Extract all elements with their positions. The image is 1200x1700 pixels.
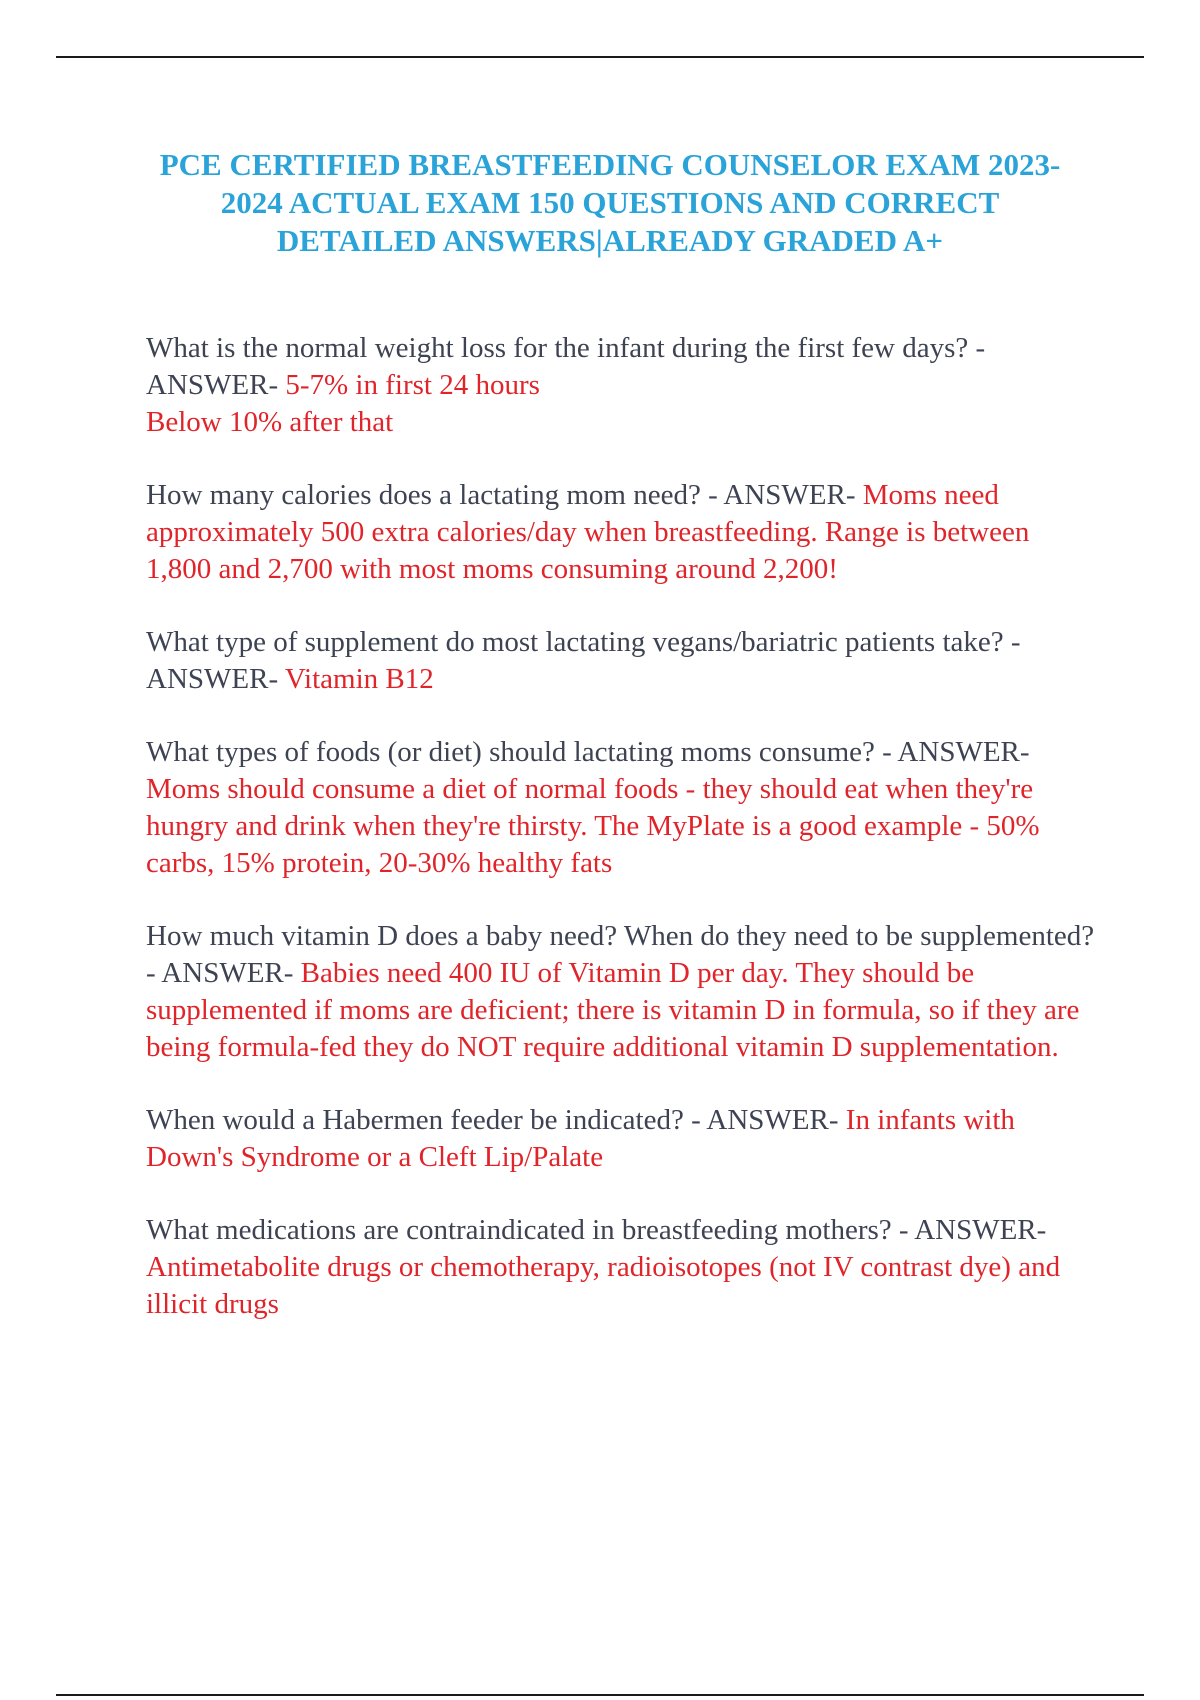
qa-item	[146, 624, 1096, 698]
answer-label: - ANSWER-	[891, 1214, 1047, 1246]
answer-label: - ANSWER-	[146, 626, 1021, 695]
answer-label: - ANSWER-	[874, 736, 1030, 768]
answer-label: - ANSWER-	[146, 957, 301, 989]
qa-item	[146, 477, 1096, 588]
qa-item	[146, 918, 1096, 1066]
answer-text: Antimetabolite drugs or chemotherapy, radioisotopes (not IV contrast dye) and illicit drugs	[146, 1251, 1061, 1320]
answer-label: - ANSWER-	[146, 332, 986, 401]
answer-text: Vitamin B12	[284, 663, 434, 695]
question-text: What types of foods (or diet) should lactating moms consume?	[146, 736, 875, 768]
document-title: PCE CERTIFIED BREASTFEEDING COUNSELOR EXAM 2023-2024 ACTUAL EXAM 150 QUESTIONS AND CORRECT DETAILED ANSWERS|ALREADY GRADED A+	[159, 147, 1061, 258]
qa-item	[146, 734, 1096, 882]
question-text: How many calories does a lactating mom need?	[146, 479, 701, 511]
question-text: When would a Habermen feeder be indicated?	[146, 1104, 684, 1136]
answer-label: - ANSWER-	[700, 479, 863, 511]
answer-text: Moms need approximately 500 extra calories/day when breastfeeding. Range is between 1,800 and 2,700 with most moms consuming around 2,200!	[146, 479, 1030, 585]
question-text: What type of supplement do most lactating vegans/bariatric patients take?	[146, 626, 1004, 658]
question-text: What is the normal weight loss for the infant during the first few days?	[146, 332, 969, 364]
qa-item	[146, 1212, 1096, 1323]
question-text: How much vitamin D does a baby need? When do they need to be supplemented?	[146, 920, 1095, 952]
question-text: What medications are contraindicated in breastfeeding mothers?	[146, 1214, 892, 1246]
top-rule	[56, 56, 1144, 58]
answer-text: Babies need 400 IU of Vitamin D per day. They should be supplemented if moms are deficient; there is vitamin D in formula, so if they are being formula-fed they do NOT require additional vitamin D supplementation.	[146, 957, 1080, 1063]
answer-label: - ANSWER-	[683, 1104, 846, 1136]
answer-text-extra: Below 10% after that	[146, 406, 394, 438]
answer-text: In infants with Down's Syndrome or a Cleft Lip/Palate	[146, 1104, 1015, 1173]
bottom-rule	[56, 1694, 1144, 1696]
answer-text: 5-7% in first 24 hours	[285, 369, 540, 401]
answer-text: Moms should consume a diet of normal foods - they should eat when they're hungry and drink when they're thirsty. The MyPlate is a good example - 50% carbs, 15% protein, 20-30% healthy fats	[146, 773, 1040, 879]
qa-list	[146, 330, 1096, 1359]
qa-item	[146, 1102, 1096, 1176]
qa-item	[146, 330, 1096, 441]
